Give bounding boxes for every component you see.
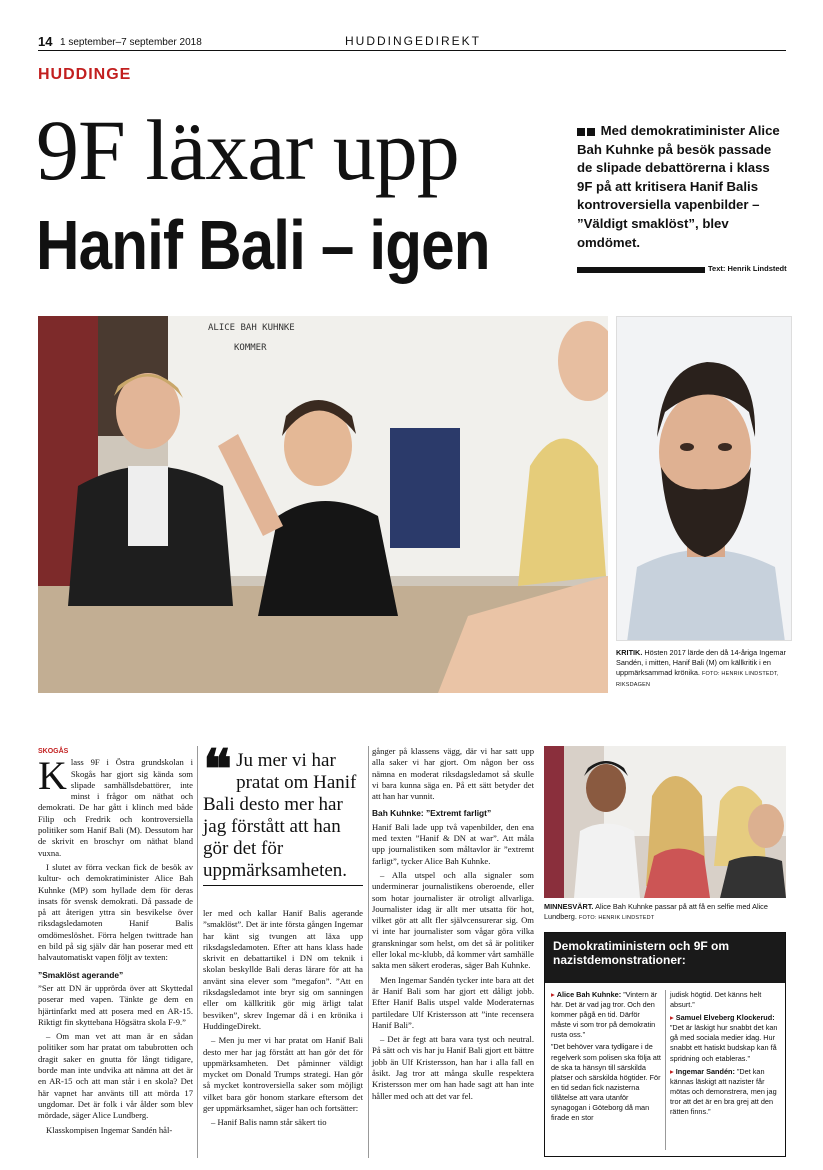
col2-p1: ler med och kallar Hanif Balis agerande ”smaklöst”. Det är inte första gången Ingemar har känt sig tvungen att läxa upp riksdagsledamoten. Efter att hans klass hade skrivit en debattartikel i DN om teknik i skolan beskyllde Bali deras lärare för att ha använt sina elever som ”megafon”. ”Att en riksdagsledamot inte bryr sig om sanningen eller om källkritik gör mig ärligt talat besviken”, skrev Ingemar då i en krönika i HuddingeDirekt. [203, 908, 363, 1031]
pull-quote-text: Ju mer vi har pratat om Hanif Bali desto mer har jag förstått att han gör det för uppmärksamheten. [203, 750, 357, 881]
deck-rule [577, 267, 705, 273]
bullet-square-icon [577, 128, 585, 136]
deck [577, 122, 787, 252]
alice-quote-2: ”Det behöver vara tydligare i de regelverk som polisen ska följa att de ska ta hänsyn till särskilda platser och särskilda högtider. För en tid sedan fick nazisterna tillåtelse att vara utanför synagogan i Göteborg då man firade en stor [551, 1042, 661, 1123]
page-number: 14 [38, 34, 53, 49]
whiteboard-text-2: KOMMER [234, 343, 267, 353]
box-divider [665, 990, 666, 1150]
fact-box-title: Demokratiministern och 9F om nazistdemonstrationer: [545, 933, 785, 983]
arrow-icon: ▸ [670, 1013, 674, 1023]
selfie-photo [544, 746, 786, 898]
photo-credit: FOTO: HENRIK LINDSTEDT [578, 915, 655, 921]
caption-text: Alice Bah Kuhnke passar på att få en selfie med Alice Lundberg. [544, 902, 768, 921]
caption-lead: KRITIK. [616, 648, 643, 657]
col3-p5: – Det är fegt att bara vara tyst och neutral. På sätt och vis har ju Hanif Bali gjort ett bättre jobb än Ulf Kristersson, han har i alla fall en åsikt. Jag tror att många skulle respektera Kristersson mer om han hade sagt att han inte håller med och att det var fel. [372, 1034, 534, 1101]
section-label: HUDDINGE [38, 66, 132, 83]
column-divider [197, 746, 198, 1158]
ingemar-quote: ”Det kan kännas läskigt att nazister får mötas och demonstrera, men jag tror att det är en bra grej att den rätten finns.” [670, 1066, 777, 1117]
headline-line1: 9F läxar upp [36, 102, 459, 198]
alice-quote-1: ”Vintern är här. Det är vad jag tror. Och den kommer pågå en tid. Därför måste vi som tror på demokratin rusta oss.” [551, 990, 658, 1040]
speaker-ingemar: Ingemar Sandén: [675, 1066, 735, 1076]
headline-line2: Hanif Bali – igen [36, 206, 490, 284]
col3-p4: Men Ingemar Sandén tycker inte bara att det är Hanif Bali som har gjort ett dåligt jobb. Efter Hanif Balis utspel valde Moderaternas partiledare Ulf Kristersson att ”inte recensera Hanif Bali”. [372, 974, 534, 1030]
article-column-2 [203, 908, 363, 1132]
hanif-bali-portrait [616, 316, 792, 641]
issue-date: 1 september–7 september 2018 [60, 37, 202, 48]
bali-caption [616, 648, 792, 690]
alice-quote-3: judisk högtid. Det känns helt absurt.” [670, 990, 762, 1010]
col1-p5: Klasskompisen Ingemar Sandén hål- [46, 1124, 173, 1135]
subhead-smaklost: ”Smaklöst agerande” [38, 969, 124, 980]
subhead-extremt-farligt: Bah Kuhnke: ”Extremt farligt” [372, 808, 492, 819]
col3-p3: – Alla utspel och alla signaler som underminerar journalistikens oberoende, eller som hotar journalister är otroligt allvarliga. Journalister idag är allt mer utsatta för hot, vilket gör att allt fler självcensurerar sig. Om vi inte har journalister som vågar göra vilka granskningar som helst, om det så är politiker eller lokal mc-klubb, då kommer vårt samhälle sakta men säkert eroderas, säger Bah Kuhnke. [372, 869, 534, 971]
speaker-alice: Alice Bah Kuhnke: [556, 990, 622, 999]
col1-p3: ”Ser att DN är upprörda över att Skyttedal poserar med vapen. Tänkte ge dem en hjärtinfarkt med att posera med en AR-15. Riktigt fin skyttebana Högsätra skola F-9.” [38, 982, 193, 1027]
col3-p2: Hanif Bali lade upp två vapenbilder, den ena med texten ”Hanif & DN at war”. Att måla upp journalistiken som måltavlor är ”extremt farligt”, tycker Alice Bah Kuhnke. [372, 821, 534, 866]
location-kicker: SKOGÅS [38, 748, 69, 755]
fact-box-column-2 [670, 990, 780, 1117]
col2-p2: – Men ju mer vi har pratat om Hanif Bali desto mer har jag förstått att han gör det för uppmärksamheten. Det påminner väldigt mycket om Donald Trumps strategi. Han gör så mycket kontroversiella saker som möjligt vilket bara gör honom starkare eftersom det ger uppmärksamhet, säger han och fortsätter: [203, 1035, 363, 1114]
article-column-3 [372, 746, 534, 1105]
header-rule [38, 50, 786, 51]
caption-text: Hösten 2017 lärde den då 14-åriga Ingemar Sandén, i mitten, Hanif Bali (M) om källkritik i en uppmärksammad krönika. [616, 648, 786, 677]
newspaper-name: HUDDINGEDIREKT [345, 34, 482, 48]
arrow-icon: ▸ [551, 990, 555, 999]
deck-text: Med demokratiminister Alice Bah Kuhnke på besök passade de slipade debattörerna i klass 9F på att kritisera Hanif Balis kontroversiella vapenbilder – ”Väldigt smaklöst”, blev omdömet. [577, 123, 780, 250]
fact-box-column-1 [551, 990, 661, 1123]
col2-p3: – Hanif Balis namn står säkert tio [211, 1117, 327, 1128]
article-column-1 [38, 746, 193, 1139]
photo-credit: FOTO: HENRIK LINDSTEDT, RIKSDAGEN [616, 671, 779, 688]
col3-p1: gånger på klassens vägg, där vi har satt upp alla saker vi har gjort. Om någon ber oss nämna en moderat riksdagsledamot så skulle vi bara kunna säga en. På ett sätt betyder det att han har vunnit. [372, 746, 534, 802]
whiteboard-text-1: ALICE BAH KUHNKE [208, 323, 295, 333]
drop-cap: K [38, 753, 67, 799]
bullet-square-icon [587, 128, 595, 136]
samuel-quote: ”Det är läskigt hur snabbt det kan gå med sociala medier idag. Hur snabbt ett hatiskt budskap kan få spridning och etableras.” [670, 1023, 778, 1063]
column-divider [368, 746, 369, 1158]
selfie-caption [544, 902, 786, 923]
pull-quote [203, 740, 363, 882]
caption-lead: MINNESVÄRT. [544, 902, 594, 911]
arrow-icon: ▸ [670, 1066, 674, 1076]
col1-p1: lass 9F i Östra grundskolan i Skogås har gjort sig kända som slipade samhällsdebattörer, inte minst i frågor om näthat och demokrati. De har gått i klinch med både Filip och Fredrik och kontroversiella politiker som Hanif Bali (M). Dessutom har de skrivit en broschyr om näthat bland vuxna. [38, 757, 193, 858]
col1-p2: I slutet av förra veckan fick de besök av kultur- och demokratiminister Alice Bah Kuhnke (MP) som hyllade dem för deras insats för svensk demokrati. Då passade de på att återigen yttra sin besvikelse över riksdagsledamoten Hanif Balis omdömeslöshet. Förra helgen twittrade han en bild på sig själv där han poserar med ett halvautomatiskt vapen följt av texten: [38, 861, 193, 963]
speaker-samuel: Samuel Elveberg Klockerud: [675, 1013, 775, 1023]
classroom-photo [38, 316, 608, 693]
quote-mark-icon: ❝ [203, 740, 233, 800]
col1-p4: – Om man vet att man är en sådan politiker som har pratat om tabubrotten och dragit saker en gnutta för långt tidigare, borde man inte undvika att nämna att det är en AR-15 och att man står i en skola? Det här vapnet har använts till att mörda 17 ungdomar. Det är folk i vår ålder som blev mördade, säger Alice Lundberg. [38, 1031, 193, 1121]
quote-rule [203, 885, 363, 886]
byline: Text: Henrik Lindstedt [708, 264, 787, 273]
